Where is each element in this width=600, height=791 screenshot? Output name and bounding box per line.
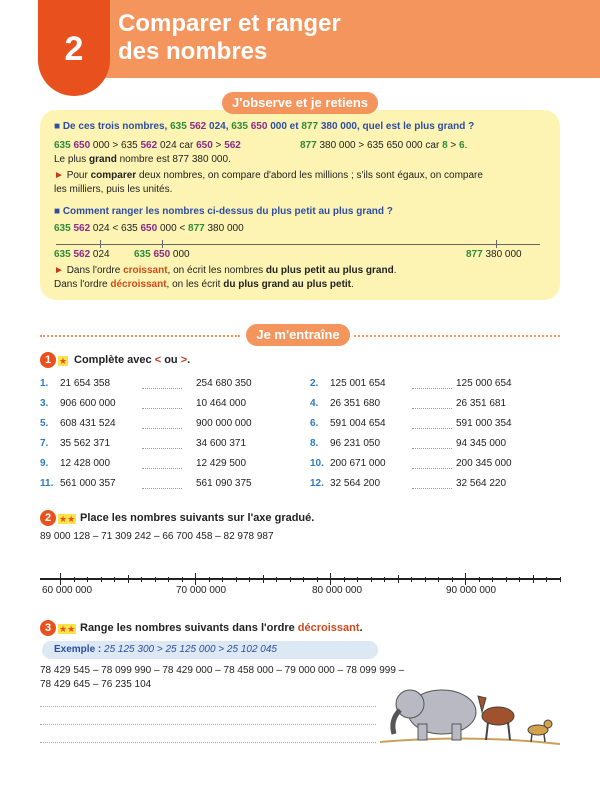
rule-compare-1: ► Pour comparer deux nombres, on compare d'abord les millions ; s'ils sont égaux, on compare	[54, 170, 483, 181]
item-left-number: 96 231 050	[330, 438, 381, 449]
axis-tick	[492, 577, 493, 582]
example-text: 25 125 300 > 25 125 000 > 25 102 045	[104, 644, 277, 655]
item-left-number: 21 654 358	[60, 378, 111, 389]
item-right-number: 125 000 654	[456, 378, 512, 389]
axis-tick	[438, 577, 439, 582]
answer-blank[interactable]	[412, 468, 452, 469]
item-number: 1.	[40, 378, 49, 389]
item-right-number: 94 345 000	[456, 438, 507, 449]
square-bullet-icon: ■	[54, 121, 61, 132]
item-left-number: 591 004 654	[330, 418, 386, 429]
axis-tick	[209, 577, 210, 582]
chapter-number: 2	[38, 0, 110, 96]
axis-tick	[303, 577, 304, 582]
question-2: ■ Comment ranger les nombres ci-dessus du plus petit au plus grand ?	[54, 206, 393, 217]
axis-tick	[101, 577, 102, 582]
difficulty-star-icon: ★★	[59, 514, 76, 524]
answer-blank[interactable]	[142, 488, 182, 489]
axis-tick	[533, 575, 534, 583]
axis-tick	[519, 577, 520, 582]
item-right-number: 561 090 375	[196, 478, 252, 489]
item-right-number: 26 351 681	[456, 398, 507, 409]
section-divider	[354, 335, 560, 337]
number-line-tick	[162, 240, 163, 248]
example-label: Exemple :	[54, 644, 105, 655]
item-left-number: 12 428 000	[60, 458, 111, 469]
axis-tick	[371, 577, 372, 582]
item-right-number: 900 000 000	[196, 418, 252, 429]
axis-tick	[425, 577, 426, 582]
number-line	[56, 244, 540, 245]
answer-blank[interactable]	[142, 468, 182, 469]
axis-tick	[236, 577, 237, 582]
axis-label: 70 000 000	[176, 585, 227, 596]
answer-line[interactable]	[40, 706, 376, 707]
item-left-number: 608 431 524	[60, 418, 116, 429]
axis-tick	[344, 577, 345, 582]
rule-order-2: Dans l'ordre décroissant, on les écrit du plus grand au plus petit.	[54, 279, 354, 290]
observe-title: J'observe et je retiens	[222, 92, 378, 114]
axis-tick	[155, 577, 156, 582]
answer-blank[interactable]	[142, 428, 182, 429]
comparison-1: 635 650 000 > 635 562 024 car 650 > 562	[54, 140, 241, 151]
item-number: 8.	[310, 438, 319, 449]
number-line-tick	[496, 240, 497, 248]
rule-order-1: ► Dans l'ordre croissant, on écrit les nombres du plus petit au plus grand.	[54, 265, 397, 276]
axis-tick	[398, 575, 399, 583]
axis-label: 60 000 000	[42, 585, 93, 596]
exercise-1-number: 1	[40, 352, 56, 368]
exercise-3-line-1: 78 429 545 – 78 099 990 – 78 429 000 – 78 458 000 – 79 000 000 – 78 099 999 –	[40, 665, 405, 676]
axis-label: 80 000 000	[312, 585, 363, 596]
item-right-number: 254 680 350	[196, 378, 252, 389]
square-bullet-icon: ■	[54, 206, 61, 217]
item-right-number: 12 429 500	[196, 458, 247, 469]
answer-blank[interactable]	[412, 428, 452, 429]
exercise-2-numbers: 89 000 128 – 71 309 242 – 66 700 458 – 82 978 987	[40, 531, 274, 542]
section-divider	[40, 335, 240, 337]
answer-blank[interactable]	[142, 448, 182, 449]
axis-tick	[168, 577, 169, 582]
example-box	[42, 641, 378, 659]
ordering: 635 562 024 < 635 650 000 < 877 380 000	[54, 223, 244, 234]
axis-tick	[290, 577, 291, 582]
item-right-number: 200 345 000	[456, 458, 512, 469]
title-line-2: des nombres	[118, 38, 268, 65]
answer-blank[interactable]	[412, 408, 452, 409]
exercise-2-title: Place les nombres suivants sur l'axe gradué.	[80, 512, 315, 524]
axis-tick	[506, 577, 507, 582]
answer-blank[interactable]	[412, 388, 452, 389]
item-left-number: 26 351 680	[330, 398, 381, 409]
axis-tick	[182, 577, 183, 582]
axis-tick	[317, 577, 318, 582]
number-line-label: 635 562 024	[54, 249, 110, 260]
exercise-1-title: Complète avec < ou >.	[74, 354, 191, 366]
axis-label: 90 000 000	[446, 585, 497, 596]
item-right-number: 34 600 371	[196, 438, 247, 449]
horse-icon	[478, 696, 514, 740]
item-number: 11.	[40, 478, 54, 489]
item-number: 10.	[310, 458, 324, 469]
difficulty-star-icon: ★★	[59, 624, 76, 634]
item-number: 3.	[40, 398, 49, 409]
exercise-3-title: Range les nombres suivants dans l'ordre décroissant.	[80, 622, 363, 634]
item-left-number: 32 564 200	[330, 478, 381, 489]
animals-illustration	[380, 680, 560, 750]
exercise-3-line-2: 78 429 645 – 76 235 104	[40, 679, 152, 690]
item-left-number: 200 671 000	[330, 458, 386, 469]
axis-tick	[546, 577, 547, 582]
number-line-tick	[100, 240, 101, 248]
axis-tick	[114, 577, 115, 582]
item-left-number: 125 001 654	[330, 378, 386, 389]
axis-tick	[384, 577, 385, 582]
item-right-number: 10 464 000	[196, 398, 247, 409]
answer-blank[interactable]	[412, 448, 452, 449]
item-number: 12.	[310, 478, 324, 489]
exercise-3-number: 3	[40, 620, 56, 636]
number-line-label: 877 380 000	[466, 249, 522, 260]
axis-tick	[222, 577, 223, 582]
axis-tick	[452, 577, 453, 582]
rule-compare-2: les milliers, puis les unités.	[54, 184, 173, 195]
train-title: Je m'entraîne	[246, 324, 350, 346]
graduated-axis	[40, 578, 560, 580]
axis-tick	[263, 575, 264, 583]
item-right-number: 591 000 354	[456, 418, 512, 429]
axis-tick	[87, 577, 88, 582]
axis-tick	[479, 577, 480, 582]
item-number: 9.	[40, 458, 49, 469]
item-number: 4.	[310, 398, 319, 409]
axis-tick	[141, 577, 142, 582]
number-line-label: 635 650 000	[134, 249, 190, 260]
item-left-number: 35 562 371	[60, 438, 111, 449]
axis-tick	[357, 577, 358, 582]
item-left-number: 561 000 357	[60, 478, 116, 489]
axis-tick	[411, 577, 412, 582]
exercise-2-number: 2	[40, 510, 56, 526]
answer-blank[interactable]	[142, 408, 182, 409]
answer-line[interactable]	[40, 742, 376, 743]
dog-icon	[528, 720, 552, 742]
axis-tick	[276, 577, 277, 582]
question-1: ■ De ces trois nombres, 635 562 024, 635 650 000 et 877 380 000, quel est le plus grand ?	[54, 121, 475, 132]
item-number: 2.	[310, 378, 319, 389]
difficulty-star-icon: ★	[59, 356, 68, 366]
elephant-icon	[393, 690, 476, 740]
item-number: 7.	[40, 438, 49, 449]
item-right-number: 32 564 220	[456, 478, 507, 489]
item-number: 5.	[40, 418, 49, 429]
item-number: 6.	[310, 418, 319, 429]
answer-line[interactable]	[40, 724, 376, 725]
axis-tick	[74, 577, 75, 582]
answer-blank[interactable]	[142, 388, 182, 389]
page-title	[118, 10, 341, 66]
item-left-number: 906 600 000	[60, 398, 116, 409]
answer-blank[interactable]	[412, 488, 452, 489]
axis-tick	[128, 575, 129, 583]
conclusion: Le plus grand nombre est 877 380 000.	[54, 154, 231, 165]
axis-tick	[560, 577, 561, 582]
axis-tick	[249, 577, 250, 582]
comparison-2: 877 380 000 > 635 650 000 car 8 > 6.	[300, 140, 468, 151]
title-line-1: Comparer et ranger	[118, 10, 341, 37]
